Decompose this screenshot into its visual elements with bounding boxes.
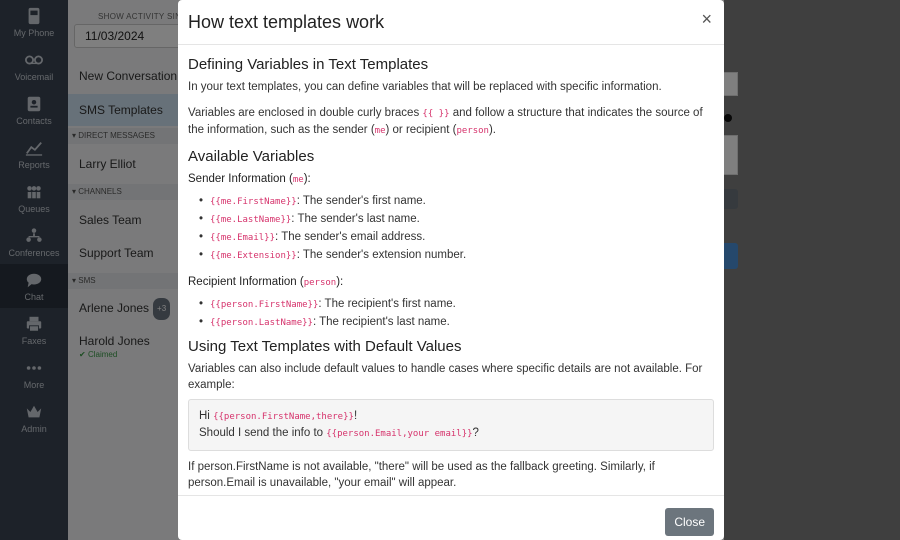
variable-code: {{me.LastName}} (210, 215, 292, 225)
close-icon[interactable]: × (701, 9, 712, 29)
example-line-1 (199, 408, 703, 425)
text-templates-modal (178, 0, 724, 540)
text: Recipient Information ( (188, 276, 304, 288)
text: Hi (199, 410, 214, 422)
variable-desc: : The recipient's first name. (318, 298, 456, 310)
fallback-paragraph: If person.FirstName is not available, "there" will be used as the fallback greeting. Similarly, if person.Email is unavailable, "your email" will appear. (188, 461, 655, 489)
list-item (210, 211, 714, 228)
variable-code: {{me.Email}} (210, 233, 276, 243)
modal-title: How text templates work (188, 12, 385, 32)
text: Variables are enclosed in double curly braces (188, 107, 423, 119)
modal-body (178, 45, 724, 501)
variable-code: {{me.Extension}} (210, 251, 297, 261)
inline-code: person (303, 278, 337, 288)
inline-code: {{person.Email,your email}} (326, 429, 473, 439)
variable-desc: : The sender's first name. (296, 195, 426, 207)
text: and follow a structure that indicates the source of the information, such as the sender ( (188, 107, 703, 136)
inline-code: me (292, 175, 304, 185)
defining-paragraph-1: In your text templates, you can define variables that will be replaced with specific information. (188, 81, 662, 93)
inline-code: {{person.FirstName,there}} (213, 412, 354, 422)
list-item (210, 247, 714, 264)
text: ! (353, 410, 358, 422)
defaults-heading: Using Text Templates with Default Values (188, 338, 462, 355)
text: Sender Information ( (188, 173, 293, 185)
variable-code: {{me.FirstName}} (210, 197, 297, 207)
defaults-paragraph: Variables can also include default values to handle cases where specific details are not available. For example: (188, 363, 703, 391)
text: Should I send the info to (199, 427, 327, 439)
list-item (210, 229, 714, 246)
variable-desc: : The sender's last name. (291, 213, 420, 225)
modal-header (178, 0, 724, 45)
variable-desc: : The sender's email address. (275, 231, 426, 243)
variable-desc: : The recipient's last name. (312, 316, 450, 328)
recipient-info-label (188, 274, 714, 291)
sender-variable-list (210, 193, 714, 264)
text: ) or recipient ( (385, 124, 457, 136)
modal-backdrop-right (724, 0, 900, 540)
inline-code: me (374, 126, 386, 136)
variable-desc: : The sender's extension number. (296, 249, 467, 261)
list-item (210, 193, 714, 210)
variable-code: {{person.LastName}} (210, 318, 313, 328)
list-item (210, 296, 714, 313)
text: ). (488, 124, 496, 136)
text: ): (303, 173, 311, 185)
defining-heading: Defining Variables in Text Templates (188, 56, 429, 73)
recipient-variable-list (210, 296, 714, 331)
close-button[interactable]: Close (665, 508, 714, 536)
variable-code: {{person.FirstName}} (210, 300, 319, 310)
text: ): (336, 276, 344, 288)
example-code-block (188, 399, 714, 451)
text: ? (472, 427, 479, 439)
inline-code: person (456, 126, 489, 136)
list-item (210, 314, 714, 331)
example-line-2 (199, 425, 703, 442)
modal-footer (178, 495, 724, 540)
sender-info-label (188, 171, 714, 188)
defining-paragraph-2 (188, 105, 714, 139)
inline-code: {{ }} (422, 109, 450, 119)
available-heading: Available Variables (188, 148, 315, 165)
